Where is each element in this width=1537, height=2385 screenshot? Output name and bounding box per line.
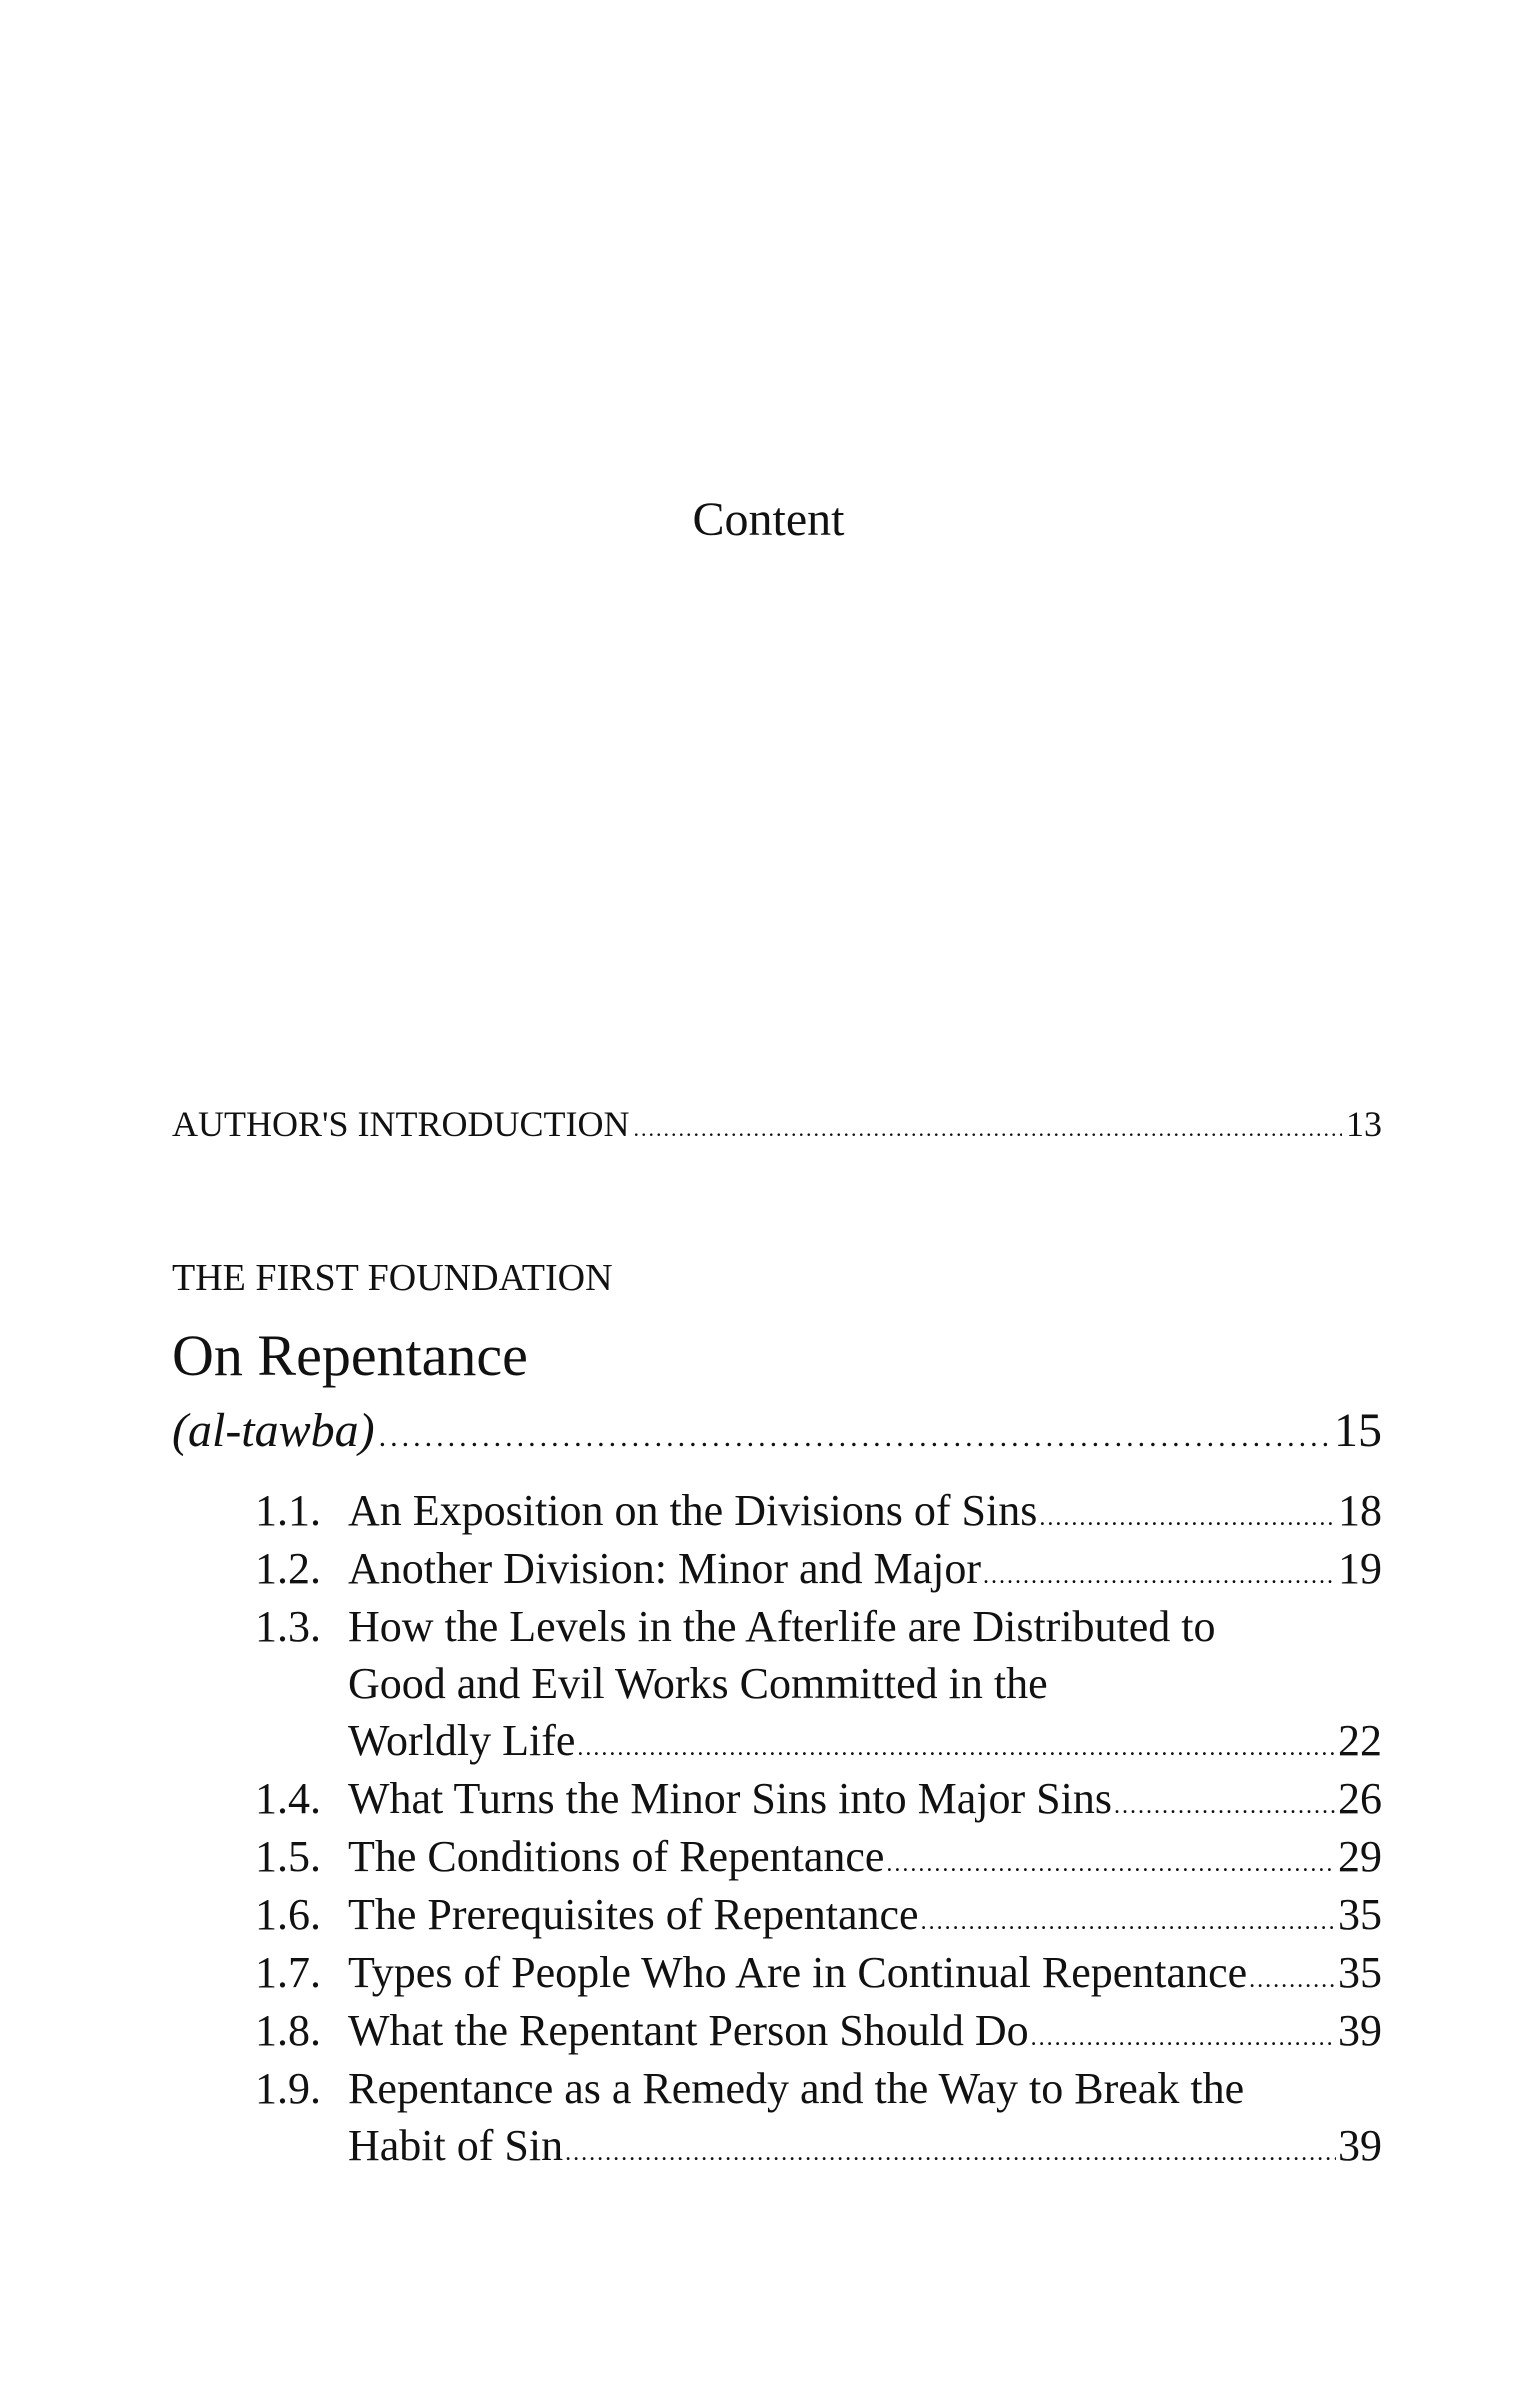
toc-section-1-4[interactable] xyxy=(255,1770,1382,1835)
toc-page-number: 18 xyxy=(1338,1486,1382,1535)
dot-leader xyxy=(1031,2010,1336,2067)
section-title: The Prerequisites of Repentance xyxy=(348,1890,919,1939)
dot-leader xyxy=(1249,1952,1336,2009)
section-title: What the Repentant Person Should Do xyxy=(348,2006,1029,2055)
dot-leader xyxy=(565,2125,1336,2182)
section-number: 1.7. xyxy=(255,1948,321,1997)
toc-page-number: 35 xyxy=(1338,1948,1382,1997)
toc-entry-label: AUTHOR'S INTRODUCTION xyxy=(172,1104,630,1144)
toc-section-1-2[interactable] xyxy=(255,1540,1382,1605)
dot-leader xyxy=(379,1406,1330,1468)
page-title: Content xyxy=(692,493,845,546)
section-title: Habit of Sin xyxy=(348,2121,564,2170)
dot-leader xyxy=(921,1894,1336,1951)
toc-page-number: 22 xyxy=(1338,1716,1382,1765)
section-title-line: Good and Evil Works Committed in the xyxy=(348,1659,1048,1708)
toc-section-1-7[interactable] xyxy=(255,1944,1382,2009)
dot-leader xyxy=(983,1548,1336,1605)
section-number: 1.8. xyxy=(255,2006,321,2055)
section-title-line: How the Levels in the Afterlife are Distributed to xyxy=(348,1602,1216,1651)
toc-page-number: 39 xyxy=(1338,2121,1382,2170)
section-title: The Conditions of Repentance xyxy=(348,1832,885,1881)
toc-section-1-5[interactable] xyxy=(255,1828,1382,1893)
section-number: 1.6. xyxy=(255,1890,321,1939)
toc-page-number: 29 xyxy=(1338,1832,1382,1881)
toc-section-1-1[interactable] xyxy=(255,1482,1382,1547)
toc-section-1-6[interactable] xyxy=(255,1886,1382,1951)
dot-leader xyxy=(886,1836,1336,1893)
toc-page-number: 26 xyxy=(1338,1774,1382,1823)
dot-leader xyxy=(577,1720,1336,1777)
part-subtitle: (al-tawba) xyxy=(172,1404,375,1457)
section-title: Types of People Who Are in Continual Repentance xyxy=(348,1948,1248,1997)
section-title: What Turns the Minor Sins into Major Sins xyxy=(348,1774,1112,1823)
toc-page-number: 19 xyxy=(1338,1544,1382,1593)
section-title: Another Division: Minor and Major xyxy=(348,1544,982,1593)
toc-entry-al-tawba[interactable] xyxy=(172,1400,1382,1468)
section-title-line: Repentance as a Remedy and the Way to Break the xyxy=(348,2064,1245,2113)
part-label: THE FIRST FOUNDATION xyxy=(172,1257,613,1299)
toc-page-number: 13 xyxy=(1346,1104,1382,1144)
section-number: 1.5. xyxy=(255,1832,321,1881)
section-number: 1.9. xyxy=(255,2064,321,2113)
dot-leader xyxy=(1039,1490,1336,1547)
toc-page-number: 35 xyxy=(1338,1890,1382,1939)
toc-page-number: 39 xyxy=(1338,2006,1382,2055)
section-title: Worldly Life xyxy=(348,1716,576,1765)
toc-entry-authors-introduction[interactable] xyxy=(172,1100,1382,1153)
toc-section-1-8[interactable] xyxy=(255,2002,1382,2067)
dot-leader xyxy=(1114,1778,1336,1835)
part-title: On Repentance xyxy=(172,1323,528,1388)
section-number: 1.3. xyxy=(255,1602,321,1651)
toc-page-number: 15 xyxy=(1334,1404,1382,1457)
section-number: 1.4. xyxy=(255,1774,321,1823)
toc-section-1-3[interactable] xyxy=(255,1598,1382,1777)
dot-leader xyxy=(633,1105,1342,1153)
section-number: 1.1. xyxy=(255,1486,321,1535)
section-title: An Exposition on the Divisions of Sins xyxy=(348,1486,1038,1535)
toc-section-1-9[interactable] xyxy=(255,2060,1382,2182)
section-number: 1.2. xyxy=(255,1544,321,1593)
